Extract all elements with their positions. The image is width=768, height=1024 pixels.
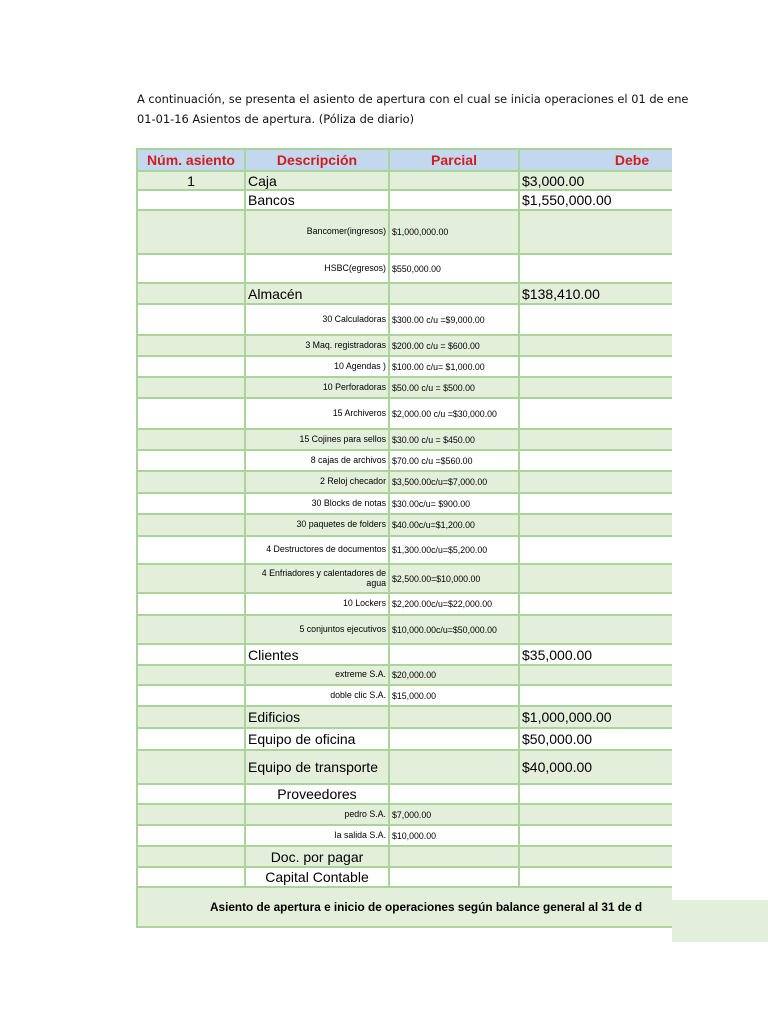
cell-descripcion: Capital Contable: [245, 867, 389, 887]
cell-parcial: $7,000.00: [389, 804, 519, 825]
cell-descripcion: HSBC(egresos): [245, 254, 389, 283]
table-row: [137, 429, 672, 450]
cell-parcial: $3,500.00c/u=$7,000.00: [389, 471, 519, 493]
cell-descripcion: Clientes: [245, 644, 389, 665]
cell-descripcion: 2 Reloj checador: [245, 471, 389, 493]
table-row: [137, 784, 672, 804]
cell-debe: [519, 398, 672, 429]
cell-debe: $50,000.00: [519, 728, 672, 750]
cell-descripcion: la salida S.A.: [245, 825, 389, 846]
cell-debe: $3,000.00: [519, 171, 672, 190]
cell-parcial: $550,000.00: [389, 254, 519, 283]
journal-entry-table: [136, 148, 672, 928]
cell-descripcion: 8 cajas de archivos: [245, 450, 389, 471]
cell-descripcion: pedro S.A.: [245, 804, 389, 825]
cell-num-asiento: [137, 514, 245, 536]
cell-debe: [519, 210, 672, 254]
cell-debe: [519, 804, 672, 825]
cell-num-asiento: [137, 335, 245, 356]
cell-num-asiento: [137, 356, 245, 377]
cell-debe: [519, 784, 672, 804]
header-debe: Debe: [519, 149, 672, 171]
cell-descripcion: 15 Archiveros: [245, 398, 389, 429]
cell-debe: [519, 685, 672, 706]
table-row: [137, 471, 672, 493]
cell-debe: $1,000,000.00: [519, 706, 672, 728]
intro-line-2: 01-01-16 Asientos de apertura. (Póliza de diario): [137, 112, 415, 126]
cell-debe: [519, 335, 672, 356]
table-row: [137, 728, 672, 750]
cell-parcial: $30.00c/u= $900.00: [389, 493, 519, 514]
cell-num-asiento: [137, 706, 245, 728]
cell-num-asiento: [137, 728, 245, 750]
footer-band-extension: [672, 900, 768, 942]
table-row: [137, 171, 672, 190]
journal-table-viewport: [136, 148, 672, 944]
cell-num-asiento: [137, 493, 245, 514]
cell-debe: [519, 493, 672, 514]
header-num-asiento: Núm. asiento: [137, 149, 245, 171]
cell-parcial: [389, 867, 519, 887]
cell-descripcion: Doc. por pagar: [245, 846, 389, 867]
cell-descripcion: Equipo de oficina: [245, 728, 389, 750]
table-row: [137, 615, 672, 644]
cell-num-asiento: [137, 685, 245, 706]
cell-num-asiento: [137, 750, 245, 784]
cell-descripcion: 30 Calculadoras: [245, 304, 389, 335]
cell-num-asiento: [137, 377, 245, 398]
cell-num-asiento: [137, 665, 245, 685]
header-descripcion: Descripción: [245, 149, 389, 171]
cell-num-asiento: [137, 536, 245, 564]
cell-debe: $1,550,000.00: [519, 190, 672, 210]
cell-parcial: $20,000.00: [389, 665, 519, 685]
cell-descripcion: Bancomer(ingresos): [245, 210, 389, 254]
cell-num-asiento: [137, 564, 245, 593]
cell-descripcion: Proveedores: [245, 784, 389, 804]
cell-debe: [519, 254, 672, 283]
cell-parcial: [389, 784, 519, 804]
cell-descripcion: Equipo de transporte: [245, 750, 389, 784]
cell-num-asiento: [137, 825, 245, 846]
table-row: [137, 564, 672, 593]
table-row: [137, 825, 672, 846]
intro-line-1: A continuación, se presenta el asiento de apertura con el cual se inicia operaciones el 01 de ene: [137, 92, 689, 106]
table-row: [137, 283, 672, 304]
cell-debe: [519, 356, 672, 377]
table-row: [137, 644, 672, 665]
cell-debe: [519, 304, 672, 335]
cell-descripcion: extreme S.A.: [245, 665, 389, 685]
cell-debe: [519, 536, 672, 564]
cell-parcial: [389, 706, 519, 728]
cell-debe: $35,000.00: [519, 644, 672, 665]
table-row: [137, 867, 672, 887]
table-row: [137, 254, 672, 283]
table-row: [137, 335, 672, 356]
cell-num-asiento: [137, 615, 245, 644]
cell-debe: [519, 593, 672, 615]
cell-debe: [519, 377, 672, 398]
cell-debe: [519, 471, 672, 493]
cell-descripcion: 30 Blocks de notas: [245, 493, 389, 514]
cell-parcial: $30.00 c/u = $450.00: [389, 429, 519, 450]
cell-num-asiento: [137, 784, 245, 804]
table-row: [137, 356, 672, 377]
header-parcial: Parcial: [389, 149, 519, 171]
cell-descripcion: 4 Enfriadores y calentadores de agua: [245, 564, 389, 593]
cell-num-asiento: [137, 283, 245, 304]
cell-debe: [519, 450, 672, 471]
cell-num-asiento: [137, 593, 245, 615]
cell-parcial: [389, 728, 519, 750]
cell-debe: [519, 825, 672, 846]
cell-num-asiento: [137, 867, 245, 887]
table-row: [137, 493, 672, 514]
table-row: [137, 846, 672, 867]
cell-descripcion: 3 Maq. registradoras: [245, 335, 389, 356]
cell-descripcion: Bancos: [245, 190, 389, 210]
cell-num-asiento: 1: [137, 171, 245, 190]
cell-parcial: $2,500.00=$10,000.00: [389, 564, 519, 593]
table-row: [137, 665, 672, 685]
cell-num-asiento: [137, 210, 245, 254]
table-row: [137, 804, 672, 825]
table-row: [137, 514, 672, 536]
cell-debe: [519, 429, 672, 450]
cell-num-asiento: [137, 304, 245, 335]
table-header-row: [137, 149, 672, 171]
table-row: [137, 210, 672, 254]
cell-parcial: $50.00 c/u = $500.00: [389, 377, 519, 398]
cell-descripcion: 10 Agendas ): [245, 356, 389, 377]
cell-debe: [519, 846, 672, 867]
cell-parcial: $300.00 c/u =$9,000.00: [389, 304, 519, 335]
cell-debe: [519, 564, 672, 593]
table-row: [137, 750, 672, 784]
cell-parcial: $1,300.00c/u=$5,200.00: [389, 536, 519, 564]
cell-parcial: $10,000.00: [389, 825, 519, 846]
cell-num-asiento: [137, 804, 245, 825]
cell-num-asiento: [137, 254, 245, 283]
cell-debe: $138,410.00: [519, 283, 672, 304]
table-row: [137, 304, 672, 335]
cell-descripcion: 4 Destructores de documentos: [245, 536, 389, 564]
cell-num-asiento: [137, 398, 245, 429]
cell-num-asiento: [137, 429, 245, 450]
cell-parcial: $10,000.00c/u=$50,000.00: [389, 615, 519, 644]
cell-parcial: $2,000.00 c/u =$30,000.00: [389, 398, 519, 429]
cell-parcial: [389, 171, 519, 190]
cell-descripcion: Caja: [245, 171, 389, 190]
cell-parcial: [389, 283, 519, 304]
cell-parcial: $200.00 c/u = $600.00: [389, 335, 519, 356]
cell-descripcion: 10 Lockers: [245, 593, 389, 615]
table-row: [137, 706, 672, 728]
cell-num-asiento: [137, 471, 245, 493]
cell-descripcion: doble clic S.A.: [245, 685, 389, 706]
cell-descripcion: 15 Cojines para sellos: [245, 429, 389, 450]
cell-num-asiento: [137, 190, 245, 210]
cell-parcial: [389, 750, 519, 784]
cell-num-asiento: [137, 450, 245, 471]
cell-num-asiento: [137, 644, 245, 665]
cell-debe: [519, 665, 672, 685]
cell-parcial: $15,000.00: [389, 685, 519, 706]
cell-descripcion: 10 Perforadoras: [245, 377, 389, 398]
table-row: [137, 190, 672, 210]
cell-parcial: $2,200.00c/u=$22,000.00: [389, 593, 519, 615]
cell-parcial: [389, 644, 519, 665]
cell-parcial: $40.00c/u=$1,200.00: [389, 514, 519, 536]
cell-num-asiento: [137, 846, 245, 867]
table-row: [137, 536, 672, 564]
cell-parcial: $1,000,000.00: [389, 210, 519, 254]
cell-descripcion: Edificios: [245, 706, 389, 728]
table-footer-note: Asiento de apertura e inicio de operaciones según balance general al 31 de d: [137, 887, 672, 927]
cell-descripcion: Almacén: [245, 283, 389, 304]
cell-parcial: [389, 190, 519, 210]
table-row: [137, 450, 672, 471]
cell-parcial: $100.00 c/u= $1,000.00: [389, 356, 519, 377]
cell-debe: [519, 514, 672, 536]
cell-parcial: [389, 846, 519, 867]
table-row: [137, 593, 672, 615]
table-row: [137, 685, 672, 706]
table-row: [137, 377, 672, 398]
cell-debe: $40,000.00: [519, 750, 672, 784]
cell-descripcion: 5 conjuntos ejecutivos: [245, 615, 389, 644]
table-row: [137, 398, 672, 429]
cell-debe: [519, 615, 672, 644]
cell-parcial: $70.00 c/u =$560.00: [389, 450, 519, 471]
cell-debe: [519, 867, 672, 887]
cell-descripcion: 30 paquetes de folders: [245, 514, 389, 536]
